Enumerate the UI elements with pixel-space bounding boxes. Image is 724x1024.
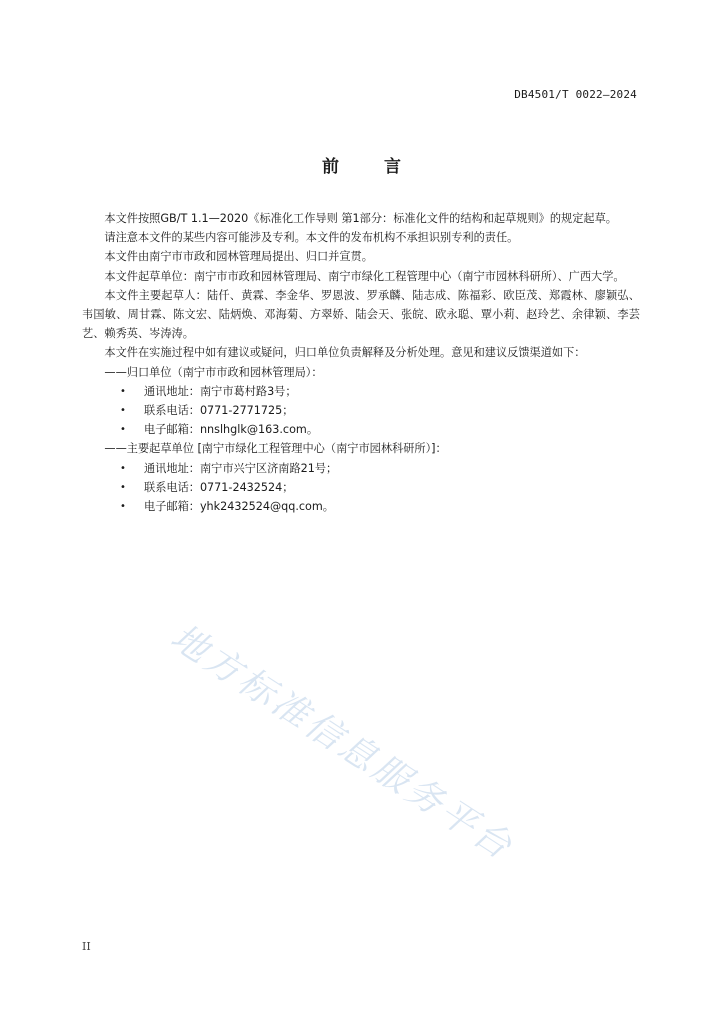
- bullet-icon: •: [120, 501, 126, 513]
- page-number: II: [82, 940, 91, 953]
- bullet-icon: •: [120, 481, 126, 493]
- document-code: DB4501/T 0022—2024: [514, 88, 637, 101]
- list-item: [82, 497, 640, 516]
- page-title: [0, 152, 724, 177]
- list-item-text: 联系电话：0771-2771725；: [144, 404, 294, 418]
- list-item-text: 电子邮箱：nnslhglk@163.com。: [144, 423, 319, 437]
- list-item: [82, 478, 640, 497]
- paragraph-patent-notice: 请注意本文件的某些内容可能涉及专利。本文件的发布机构不承担识别专利的责任。: [104, 231, 519, 245]
- paragraph-standard-basis: 本文件按照GB/T 1.1—2020《标准化工作导则 第1部分：标准化文件的结构和起草规则》的规定起草。: [104, 212, 617, 225]
- title-char-2: 言: [384, 157, 402, 177]
- paragraph-drafting-units: 本文件起草单位：南宁市市政和园林管理局、南宁市绿化工程管理中心（南宁市园林科研所）、广西大学。: [104, 269, 625, 283]
- bullet-icon: •: [120, 424, 126, 436]
- list-item-text: 通讯地址：南宁市兴宁区济南路21号；: [144, 461, 338, 475]
- list-item: [82, 459, 640, 478]
- list-item-text: 联系电话：0771-2432524；: [144, 480, 294, 494]
- paragraph-proposer: 本文件由南宁市市政和园林管理局提出、归口并宣贯。: [104, 250, 373, 264]
- bullet-icon: •: [120, 405, 126, 417]
- paragraph-drafters: 本文件主要起草人：陆仟、黄霖、李金华、罗恩波、罗承麟、陆志成、陈福彩、欧臣茂、郑霞林、廖颖弘、韦国敏、周甘霖、陈文宏、陆炳焕、邓海菊、方翠娇、陆会天、张皖、欧永聪、覃小莉、赵玲艺、余律颖、李芸艺、赖秀英、岑涛涛。: [82, 288, 640, 341]
- bullet-icon: •: [120, 385, 126, 397]
- contact-heading: ——主要起草单位 [南宁市绿化工程管理中心（南宁市园林科研所）]：: [104, 442, 447, 456]
- list-item: [82, 401, 640, 420]
- watermark: 地方标准信息服务平台: [163, 616, 522, 869]
- document-body: [82, 209, 640, 516]
- list-item: [82, 420, 640, 439]
- list-item-text: 电子邮箱：yhk2432524@qq.com。: [144, 500, 334, 514]
- paragraph-feedback: 本文件在实施过程中如有建议或疑问，归口单位负责解释及分析处理。意见和建议反馈渠道如下：: [104, 346, 586, 360]
- list-item: [82, 382, 640, 401]
- contact-heading: ——归口单位（南宁市市政和园林管理局）：: [104, 365, 323, 379]
- bullet-icon: •: [120, 462, 126, 474]
- list-item-text: 通讯地址：南宁市葛村路3号；: [144, 384, 297, 398]
- title-char-1: 前: [322, 157, 340, 177]
